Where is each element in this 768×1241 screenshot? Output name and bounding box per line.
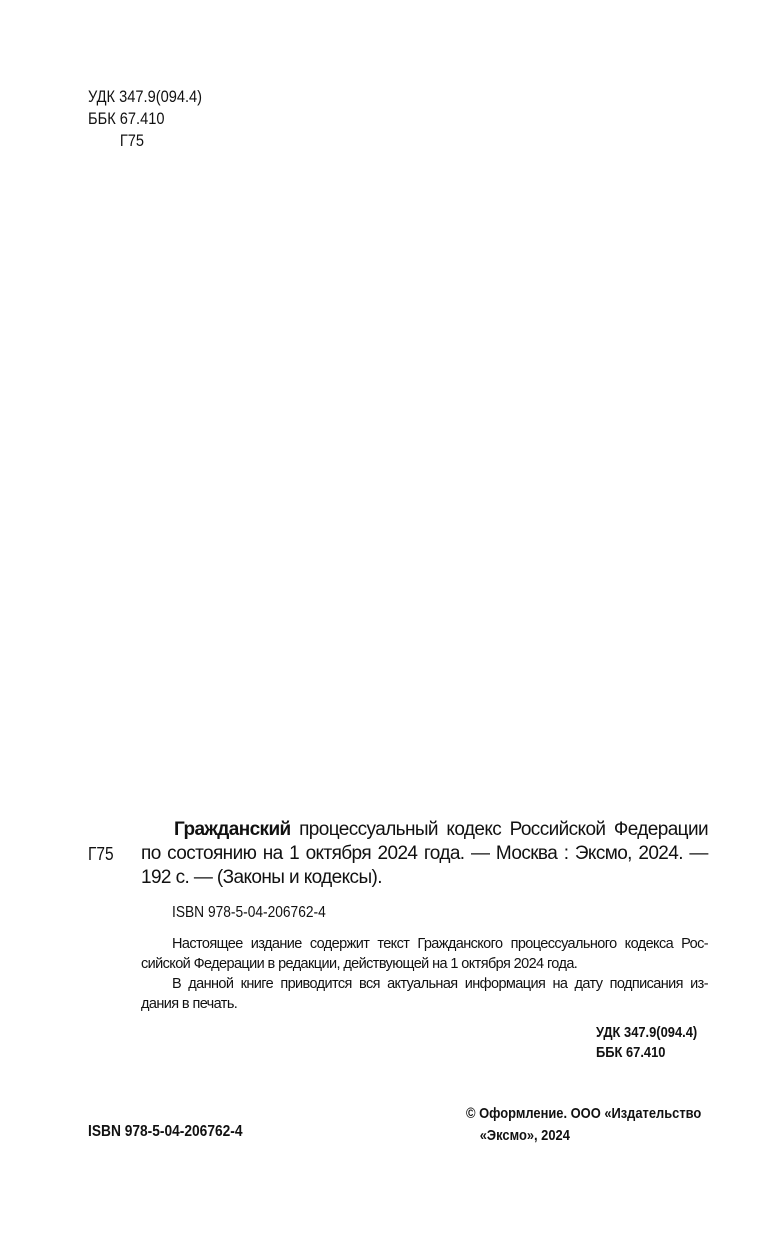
word: — (471, 843, 490, 864)
word: из- (690, 976, 708, 992)
bibliographic-entry (141, 818, 708, 890)
author-sign: Г75 (119, 131, 145, 150)
word: 1 (289, 843, 300, 864)
word: Федерации (613, 819, 708, 840)
word: 2024 (377, 843, 418, 864)
top-classification (88, 86, 202, 152)
word: подписания (609, 976, 683, 992)
udk-code: УДК 347.9(094.4) (88, 87, 203, 106)
annotation-line (141, 934, 708, 954)
word: издание (250, 936, 302, 952)
annotation-text: сийской Федерации в редакции, действующей на 1 октября 2024 года. (141, 956, 578, 972)
copyright-notice (466, 1103, 701, 1147)
word: октября (305, 843, 372, 864)
word: года. (423, 843, 465, 864)
annotation-text: дания в печать. (141, 996, 238, 1012)
word: данной (188, 976, 234, 992)
copyright-line: «Эксмо», 2024 (479, 1127, 570, 1144)
entry-author-sign: Г75 (88, 844, 114, 864)
entry-title-bold: Гражданский (174, 819, 291, 840)
word: : (563, 843, 569, 864)
classification-right (596, 1023, 697, 1063)
word: информация (464, 976, 546, 992)
word: Российской (509, 819, 606, 840)
word: текст (377, 936, 410, 952)
word: Москва (495, 843, 558, 864)
entry-line-3 (141, 866, 708, 890)
word: содержит (309, 936, 370, 952)
udk-code: УДК 347.9(094.4) (596, 1024, 698, 1041)
word: на (262, 843, 283, 864)
word: актуальная (387, 976, 458, 992)
word: на (552, 976, 568, 992)
word: процессуального (510, 936, 617, 952)
annotation (141, 934, 708, 1014)
bbk-code: ББК 67.410 (88, 109, 165, 128)
copyright-line: © Оформление. ООО «Издательство (466, 1105, 702, 1122)
word: книге (240, 976, 274, 992)
annotation-line (141, 994, 708, 1014)
annotation-line (141, 954, 708, 974)
word: — (689, 843, 708, 864)
word: состоянию (167, 843, 257, 864)
word: кодекса (624, 936, 674, 952)
word: Эксмо, (574, 843, 632, 864)
word: приводится (280, 976, 352, 992)
isbn-bottom: ISBN 978-5-04-206762-4 (88, 1123, 243, 1140)
word: процессуальный (299, 819, 438, 840)
word: 2024. (638, 843, 683, 864)
word: Рос- (681, 936, 708, 952)
entry-line-1 (141, 818, 708, 842)
word: Настоящее (172, 936, 243, 952)
word: В (172, 976, 182, 992)
isbn-inline: ISBN 978-5-04-206762-4 (172, 904, 326, 921)
annotation-line (141, 974, 708, 994)
word: дату (574, 976, 603, 992)
bbk-code: ББК 67.410 (596, 1044, 666, 1061)
word: по (141, 843, 161, 864)
entry-pages-series: 192 с. — (Законы и кодексы). (141, 867, 382, 888)
word: кодекс (446, 819, 502, 840)
entry-line-2 (141, 842, 708, 866)
word: Гражданского (417, 936, 503, 952)
word: вся (359, 976, 380, 992)
